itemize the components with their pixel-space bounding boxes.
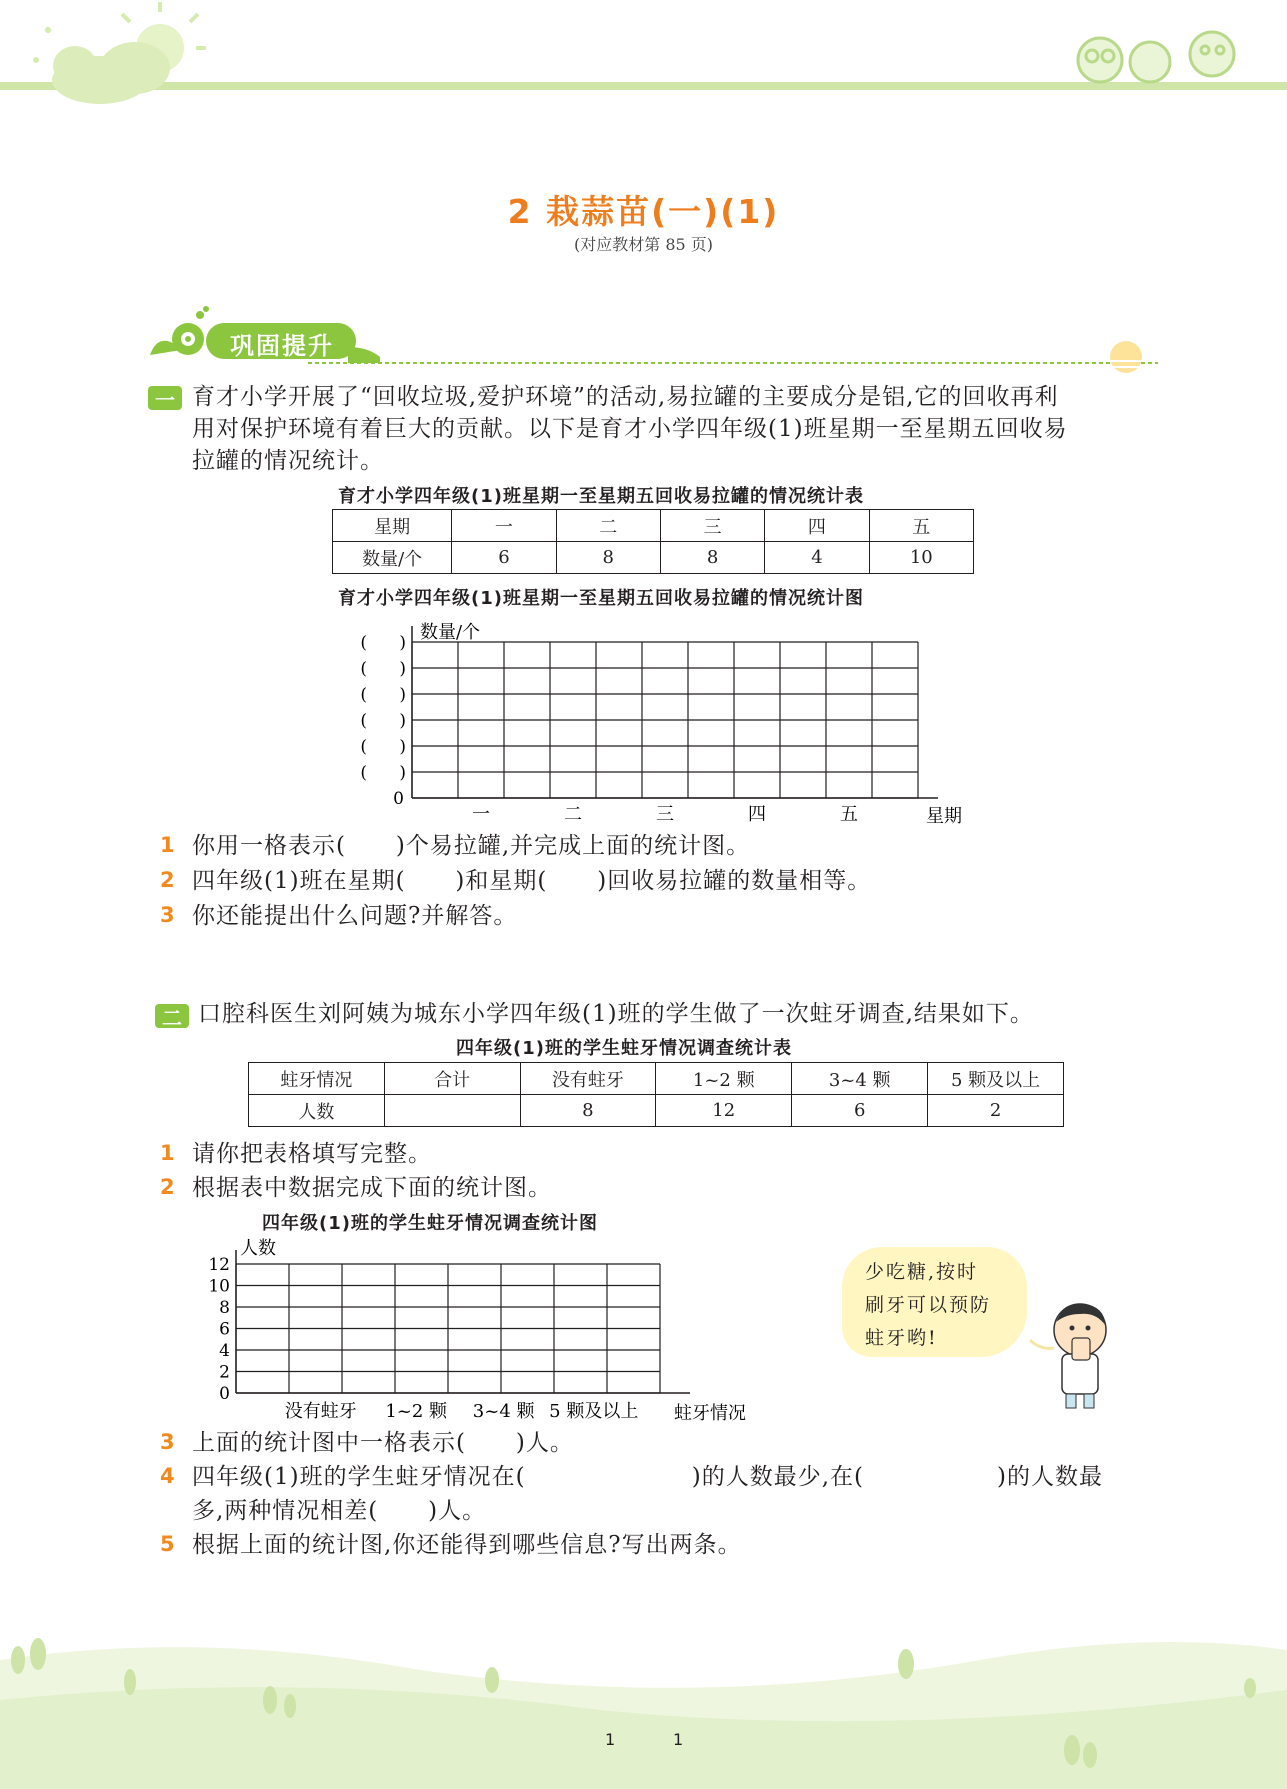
q2-data-table [248,1062,1064,1127]
table-cell: 8 [660,542,764,574]
x-tick-label: 没有蛀牙 [284,1401,357,1422]
cloud-icon [52,42,170,104]
table-cell: 5 颗及以上 [928,1063,1064,1095]
table-row [249,1095,1064,1127]
page-number-right: 1 [673,1730,684,1749]
q1-table-title: 育才小学四年级(1)班星期一至星期五回收易拉罐的情况统计表 [338,486,864,507]
x-tick-label: 三 [656,804,674,825]
speech-bubble-text [865,1256,1035,1355]
q1-bar-chart [330,608,970,828]
table-cell: 四 [765,510,869,542]
table-cell: 三 [660,510,764,542]
table-row [249,1063,1064,1095]
table-row [333,542,974,574]
q2-sub-number-1: 1 [160,1141,175,1165]
header-decoration [0,0,1287,110]
table-cell: 合计 [384,1063,520,1095]
y-tick-label: ( ) [360,711,406,731]
animal-friends-icon [1078,32,1234,82]
y-tick-label: ( ) [360,737,406,757]
q2-sub-number-3: 3 [160,1430,175,1454]
q2-sub-text-3: 上面的统计图中一格表示( )人。 [192,1430,574,1456]
q1-sub-number-1: 1 [160,833,175,857]
table-cell: 8 [556,542,660,574]
table-cell: 蛀牙情况 [249,1063,385,1095]
table-cell: 12 [656,1095,792,1127]
y-tick-label: 4 [219,1341,230,1361]
q2-chart-title: 四年级(1)班的学生蛀牙情况调查统计图 [262,1213,598,1234]
q2-sub-text-4-cont: 多,两种情况相差( )人。 [192,1498,487,1524]
q1-sub-text-3: 你还能提出什么问题?并解答。 [192,903,518,929]
y-tick-label: 0 [219,1384,230,1404]
table-cell: 2 [928,1095,1064,1127]
page-number-left: 1 [605,1730,616,1749]
table-cell: 二 [556,510,660,542]
table-cell: 4 [765,542,869,574]
table-cell: 没有蛀牙 [520,1063,656,1095]
table-cell answer-blank[interactable] [384,1095,520,1127]
y-tick-label: ( ) [360,633,406,653]
x-tick-label: 五 [840,804,858,825]
table-cell: 五 [869,510,973,542]
footer-landscape-decoration [0,1620,1287,1789]
q1-data-table [332,509,974,574]
y-tick-label: ( ) [360,763,406,783]
q2-bar-chart [196,1230,846,1425]
y-tick-label: 2 [219,1362,230,1383]
table-cell: 数量/个 [333,542,452,574]
y-tick-label: 0 [393,789,404,809]
table-cell: 人数 [249,1095,385,1127]
x-tick-label: 四 [748,804,766,825]
q1-text-line-3: 拉罐的情况统计。 [192,448,384,474]
table-cell: 1~2 颗 [656,1063,792,1095]
question-badge-1: 一 [148,386,182,410]
y-axis-label: 人数 [240,1238,276,1259]
table-cell: 星期 [333,510,452,542]
page-subtitle: (对应教材第 85 页) [573,235,714,254]
y-tick-label: 6 [219,1319,230,1340]
small-sun-icon [1106,341,1148,373]
question-badge-2: 二 [155,1004,189,1028]
q2-sub-number-2: 2 [160,1175,175,1199]
q2-sub-number-5: 5 [160,1532,175,1556]
y-tick-label: 10 [208,1276,230,1297]
bubble-line-1: 少吃糖,按时 [865,1261,979,1283]
bubble-line-2: 刷牙可以预防 [865,1294,992,1316]
table-row [333,510,974,542]
table-cell: 6 [452,542,556,574]
y-tick-label: ( ) [360,685,406,705]
q2-table-title: 四年级(1)班的学生蛀牙情况调查统计表 [456,1038,792,1059]
y-axis-label: 数量/个 [420,622,481,643]
q1-sub-text-1: 你用一格表示( )个易拉罐,并完成上面的统计图。 [192,833,751,859]
q1-text-line-1: 育才小学开展了“回收垃圾,爱护环境”的活动,易拉罐的主要成分是铝,它的回收再利 [192,384,1059,410]
q2-sub-text-2: 根据表中数据完成下面的统计图。 [192,1175,552,1201]
table-cell: 一 [452,510,556,542]
x-tick-label: 1~2 颗 [385,1401,448,1422]
q1-text-line-2: 用对保护环境有着巨大的贡献。以下是育才小学四年级(1)班星期一至星期五回收易 [192,416,1068,442]
x-tick-label: 3~4 颗 [472,1401,535,1422]
y-tick-label: 8 [219,1298,230,1318]
x-axis-label: 蛀牙情况 [674,1403,746,1424]
q2-sub-text-5: 根据上面的统计图,你还能得到哪些信息?写出两条。 [192,1532,742,1558]
q1-sub-number-2: 2 [160,868,175,892]
q1-sub-number-3: 3 [160,903,175,927]
section-label: 巩固提升 [230,332,334,360]
x-axis-label: 星期 [926,806,962,827]
q1-sub-text-2: 四年级(1)班在星期( )和星期( )回收易拉罐的数量相等。 [192,868,872,894]
x-tick-label: 二 [564,804,582,825]
table-cell: 6 [792,1095,928,1127]
page-title: 2 栽蒜苗(一)(1) [507,192,780,231]
q2-sub-text-1: 请你把表格填写完整。 [192,1141,432,1167]
boy-brushing-teeth-illustration [1020,1298,1130,1413]
table-cell: 8 [520,1095,656,1127]
table-cell: 10 [869,542,973,574]
y-tick-label: 12 [208,1255,230,1275]
q2-text: 口腔科医生刘阿姨为城东小学四年级(1)班的学生做了一次蛀牙调查,结果如下。 [198,1001,1034,1027]
table-cell: 3~4 颗 [792,1063,928,1095]
x-tick-label: 5 颗及以上 [549,1401,639,1422]
x-tick-label: 一 [472,804,490,825]
bubble-line-3: 蛀牙哟! [865,1327,938,1349]
q1-chart-title: 育才小学四年级(1)班星期一至星期五回收易拉罐的情况统计图 [338,588,864,609]
y-tick-label: ( ) [360,659,406,679]
q2-sub-number-4: 4 [160,1464,175,1488]
q2-sub-text-4: 四年级(1)班的学生蛀牙情况在( )的人数最少,在( )的人数最 [192,1464,1103,1490]
